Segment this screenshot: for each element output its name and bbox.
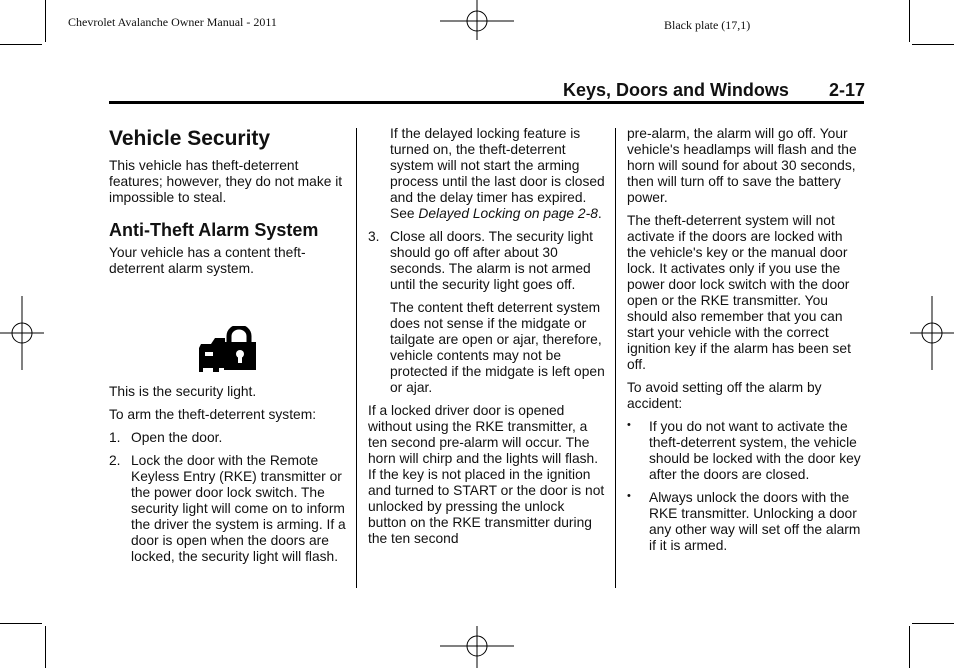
list-item bbox=[368, 229, 606, 293]
registration-mark-bottom bbox=[440, 626, 514, 668]
manual-title: Chevrolet Avalanche Owner Manual - 2011 bbox=[68, 15, 277, 29]
section-header bbox=[563, 80, 865, 101]
list-item bbox=[109, 453, 347, 565]
registration-mark-right bbox=[910, 296, 954, 370]
column-3 bbox=[627, 126, 865, 561]
avoid-intro: To avoid setting off the alarm by accident: bbox=[627, 380, 822, 411]
column-divider bbox=[615, 128, 616, 588]
registration-mark-left bbox=[0, 296, 44, 370]
bullet: • bbox=[627, 490, 631, 502]
delayed-locking-text: If the delayed locking feature is turned on, the theft-deterrent system will not start the arming process until the last door is closed and the delay timer has expired. See bbox=[390, 126, 605, 221]
page-title: Vehicle Security bbox=[109, 127, 271, 150]
content-note: The content theft deterrent system does not sense if the midgate or tailgate are open or ajar, therefore, vehicle contents may not be protected if the midgate is left open or ajar. bbox=[390, 300, 605, 395]
crop-mark bbox=[909, 626, 910, 668]
crop-mark bbox=[0, 44, 42, 45]
subsection-title: Anti-Theft Alarm System bbox=[109, 220, 319, 240]
column-divider bbox=[356, 128, 357, 588]
plate-label: Black plate (17,1) bbox=[664, 18, 751, 32]
crop-mark bbox=[0, 623, 42, 624]
bullet: • bbox=[627, 419, 631, 431]
bullet-text: Always unlock the doors with the RKE transmitter. Unlocking a door any other way will set off the alarm if it is armed. bbox=[649, 490, 861, 553]
step-number: 3. bbox=[368, 229, 380, 244]
icon-caption: This is the security light. bbox=[109, 384, 257, 399]
step-text: Open the door. bbox=[131, 430, 223, 445]
prealarm-paragraph: pre-alarm, the alarm will go off. Your vehicle's headlamps will flash and the horn will sound for about 30 seconds, then will turn off to save the battery power. bbox=[627, 126, 857, 205]
bullet-text: If you do not want to activate the theft-deterrent system, the vehicle should be locked with the door key after the doors are closed. bbox=[649, 419, 861, 482]
delayed-locking-note bbox=[368, 126, 606, 222]
bullet-item bbox=[627, 419, 865, 483]
registration-mark-top bbox=[440, 0, 514, 44]
locked-door-paragraph: If a locked driver door is opened without using the RKE transmitter, a ten second pre-alarm will occur. The horn will chirp and the lights will flash. If the key is not placed in the ignition and turned to START or the door is not unlocked by pressing the unlock button on the RKE transmitter during the ten second bbox=[368, 403, 605, 546]
crop-mark bbox=[909, 0, 910, 42]
step-number: 2. bbox=[109, 453, 121, 468]
list-item bbox=[109, 430, 347, 446]
column-1 bbox=[109, 126, 347, 572]
step-text: Lock the door with the Remote Keyless Entry (RKE) transmitter or the power door lock switch. The security light will come on to inform the driver the system is arming. If a door is open when the doors are locked, the security light will flash. bbox=[131, 453, 346, 564]
security-light-figure bbox=[109, 284, 347, 384]
arm-intro: To arm the theft-deterrent system: bbox=[109, 407, 317, 422]
bullet-item bbox=[627, 490, 865, 554]
column-2 bbox=[368, 126, 606, 554]
header-rule bbox=[109, 101, 864, 104]
crop-mark bbox=[912, 623, 954, 624]
crop-mark bbox=[45, 0, 46, 42]
subsection-intro: Your vehicle has a content theft-deterrent alarm system. bbox=[109, 245, 306, 276]
intro-paragraph: This vehicle has theft-deterrent features; however, they do not make it impossible to steal. bbox=[109, 158, 343, 205]
delayed-locking-link[interactable]: Delayed Locking on page 2-8 bbox=[418, 206, 598, 221]
section-title: Keys, Doors and Windows bbox=[563, 80, 789, 100]
step-text: Close all doors. The security light should go off after about 30 seconds. The alarm is not armed until the security light goes off. bbox=[390, 229, 593, 292]
page-number: 2-17 bbox=[828, 80, 865, 100]
crop-mark bbox=[45, 626, 46, 668]
step-number: 1. bbox=[109, 430, 121, 445]
crop-mark bbox=[912, 44, 954, 45]
security-light-icon bbox=[199, 326, 257, 372]
not-activate-paragraph: The theft-deterrent system will not activate if the doors are locked with the vehicle's key or the manual door lock. It activates only if you use the power door lock switch with the door open or the RKE transmitter. You should also remember that you can start your vehicle with the correct ignition key if the alarm has been set off. bbox=[627, 213, 851, 372]
delayed-locking-end: . bbox=[597, 206, 602, 221]
